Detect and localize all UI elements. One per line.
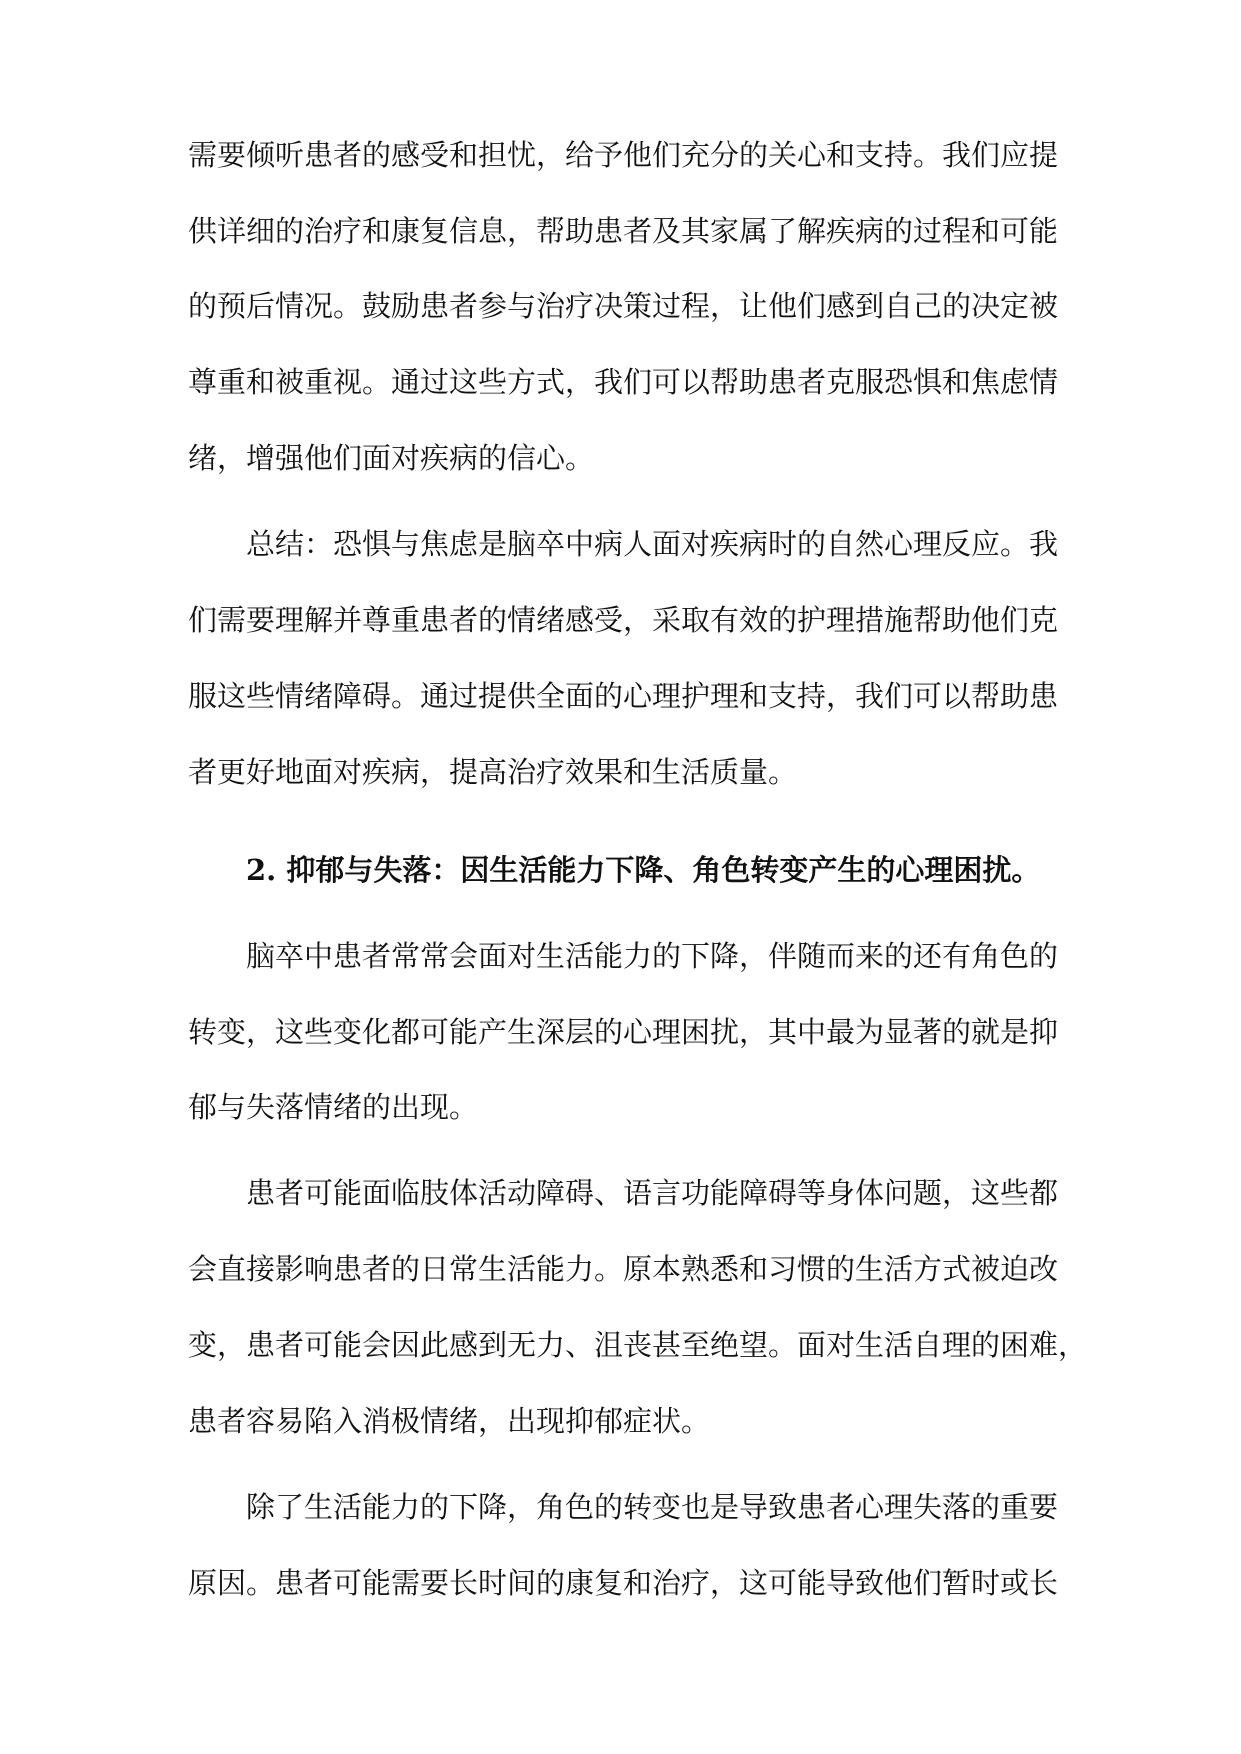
text-line (0, 1391, 1241, 1451)
line-text: 郁与失落情绪的出现。 (188, 1090, 479, 1124)
line-text: 除了生活能力的下降，角色的转变也是导致患者心理失落的重要 (246, 1490, 1059, 1524)
text-line (0, 514, 1241, 574)
text-line (0, 276, 1241, 336)
text-line (0, 201, 1241, 261)
text-line (0, 926, 1241, 986)
line-text: 脑卒中患者常常会面对生活能力的下降，伴随而来的还有角色的 (246, 939, 1059, 973)
text-line (0, 1002, 1241, 1062)
text-line (0, 125, 1241, 185)
line-text: 者更好地面对疾病，提高治疗效果和生活质量。 (188, 755, 798, 789)
text-line (0, 1315, 1241, 1375)
line-text: 们需要理解并尊重患者的情绪感受，采取有效的护理措施帮助他们克 (188, 603, 1059, 637)
text-line (0, 352, 1241, 412)
line-text: 服这些情绪障碍。通过提供全面的心理护理和支持，我们可以帮助患 (188, 679, 1059, 713)
text-line (0, 590, 1241, 650)
line-text: 的预后情况。鼓励患者参与治疗决策过程，让他们感到自己的决定被 (188, 289, 1059, 323)
text-line (0, 1477, 1241, 1537)
text-line (0, 1553, 1241, 1613)
line-text: 变，患者可能会因此感到无力、沮丧甚至绝望。面对生活自理的困难， (188, 1328, 1088, 1362)
heading-text: 2. 抑郁与失落：因生活能力下降、角色转变产生的心理困扰。 (246, 853, 1041, 887)
line-text: 患者容易陷入消极情绪，出现抑郁症状。 (188, 1404, 711, 1438)
text-line (0, 742, 1241, 802)
line-text: 会直接影响患者的日常生活能力。原本熟悉和习惯的生活方式被迫改 (188, 1252, 1059, 1286)
line-text: 供详细的治疗和康复信息，帮助患者及其家属了解疾病的过程和可能 (188, 214, 1059, 248)
section-heading (0, 840, 1241, 900)
text-line (0, 1077, 1241, 1137)
line-text: 原因。患者可能需要长时间的康复和治疗，这可能导致他们暂时或长 (188, 1566, 1059, 1600)
line-text: 转变，这些变化都可能产生深层的心理困扰，其中最为显著的就是抑 (188, 1015, 1059, 1049)
line-text: 尊重和被重视。通过这些方式，我们可以帮助患者克服恐惧和焦虑情 (188, 365, 1059, 399)
text-line (0, 666, 1241, 726)
line-text: 绪，增强他们面对疾病的信心。 (188, 441, 595, 475)
text-line (0, 1239, 1241, 1299)
line-text: 患者可能面临肢体活动障碍、语言功能障碍等身体问题，这些都 (246, 1176, 1059, 1210)
line-text: 需要倾听患者的感受和担忧，给予他们充分的关心和支持。我们应提 (188, 138, 1059, 172)
text-line (0, 428, 1241, 488)
line-text: 总结：恐惧与焦虑是脑卒中病人面对疾病时的自然心理反应。我 (246, 527, 1059, 561)
text-line (0, 1163, 1241, 1223)
